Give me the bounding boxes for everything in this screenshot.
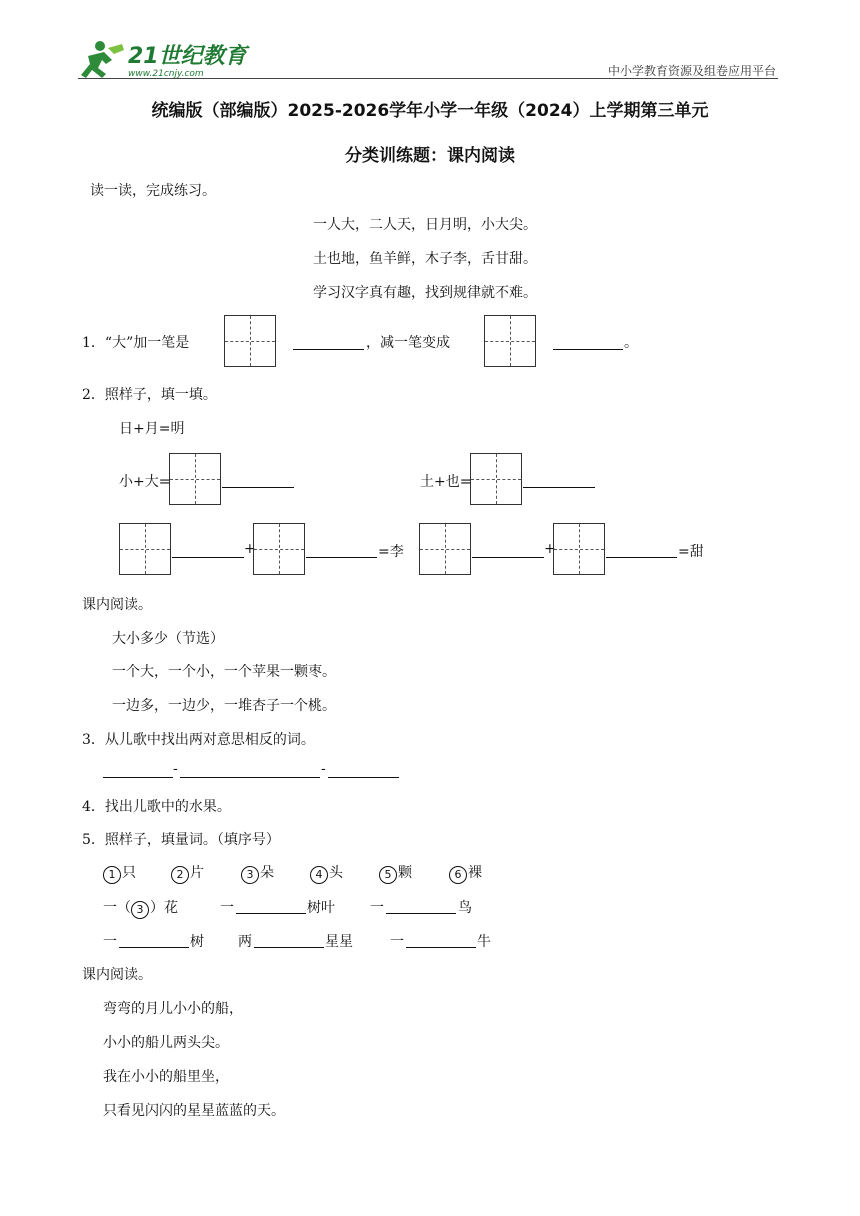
option-word: 朵 bbox=[260, 865, 274, 881]
section-label: 课内阅读。 bbox=[82, 597, 152, 613]
measure-word-yi: 一 bbox=[390, 934, 404, 950]
tianzige-box[interactable] bbox=[419, 523, 471, 575]
answer-blank[interactable] bbox=[406, 947, 476, 948]
logo-url: www.21cnjy.com bbox=[128, 69, 204, 79]
tianzige-box[interactable] bbox=[484, 315, 536, 367]
answer-blank[interactable] bbox=[254, 947, 324, 948]
answer-blank[interactable] bbox=[386, 913, 456, 914]
answer-blank[interactable] bbox=[606, 557, 677, 558]
plus-sign: + bbox=[244, 541, 256, 557]
answer-blank[interactable] bbox=[523, 487, 595, 488]
example-suffix: ）花 bbox=[150, 900, 178, 916]
option-number: 5 bbox=[379, 866, 397, 884]
page-subtitle: 分类训练题：课内阅读 bbox=[345, 146, 515, 166]
option-2 bbox=[171, 862, 204, 884]
option-number: 1 bbox=[103, 866, 121, 884]
dash: - bbox=[173, 761, 178, 777]
q2-prompt: 2．照样子，填一填。 bbox=[82, 387, 217, 403]
q1-text-b: ，减一笔变成 bbox=[366, 335, 450, 351]
answer-blank[interactable] bbox=[103, 777, 173, 778]
logo bbox=[78, 38, 253, 80]
tianzige-box[interactable] bbox=[470, 453, 522, 505]
noun-niu: 牛 bbox=[477, 934, 491, 950]
option-1 bbox=[103, 862, 136, 884]
runner-icon bbox=[81, 41, 124, 78]
tianzige-box[interactable] bbox=[224, 315, 276, 367]
logo-text: 21世纪教育 bbox=[128, 44, 247, 69]
poem3-line: 我在小小的船里坐， bbox=[103, 1069, 229, 1085]
option-word: 裸 bbox=[468, 865, 482, 881]
answer-blank[interactable] bbox=[293, 349, 364, 350]
option-number: 4 bbox=[310, 866, 328, 884]
tianzige-box[interactable] bbox=[119, 523, 171, 575]
poem3-line: 只看见闪闪的星星蓝蓝的天。 bbox=[103, 1103, 285, 1119]
measure-word-yi: 一 bbox=[370, 900, 384, 916]
q5-example bbox=[103, 897, 178, 919]
option-6 bbox=[449, 862, 482, 884]
answer-blank[interactable] bbox=[328, 777, 399, 778]
section-label: 课内阅读。 bbox=[82, 967, 152, 983]
platform-name: 中小学教育资源及组卷应用平台 bbox=[607, 64, 776, 78]
intro-text: 读一读，完成练习。 bbox=[90, 183, 216, 199]
q1-text-c: 。 bbox=[624, 335, 638, 351]
noun-xingxing: 星星 bbox=[325, 934, 353, 950]
q3-prompt: 3．从儿歌中找出两对意思相反的词。 bbox=[82, 732, 315, 748]
noun-niao: 鸟 bbox=[458, 900, 472, 916]
measure-word-yi: 一 bbox=[220, 900, 234, 916]
option-3 bbox=[241, 862, 274, 884]
poem3-line: 小小的船儿两头尖。 bbox=[103, 1035, 229, 1051]
option-number: 2 bbox=[171, 866, 189, 884]
q2-row1-left: 小+大= bbox=[119, 474, 171, 490]
noun-shu: 树 bbox=[190, 934, 204, 950]
measure-word-liang: 两 bbox=[238, 934, 252, 950]
tianzige-box[interactable] bbox=[253, 523, 305, 575]
dash: - bbox=[321, 761, 326, 777]
option-5 bbox=[379, 862, 412, 884]
q1-text-a: 1．“大”加一笔是 bbox=[82, 335, 190, 351]
answer-blank[interactable] bbox=[180, 777, 320, 778]
header-divider bbox=[78, 78, 778, 79]
option-4 bbox=[310, 862, 343, 884]
equals-li: =李 bbox=[378, 544, 404, 560]
option-number: 6 bbox=[449, 866, 467, 884]
answer-blank[interactable] bbox=[222, 487, 294, 488]
poem1-line: 土也地，鱼羊鲜，木子李，舌甘甜。 bbox=[313, 251, 537, 267]
option-word: 只 bbox=[122, 865, 136, 881]
equals-tian: =甜 bbox=[678, 544, 704, 560]
q4-prompt: 4．找出儿歌中的水果。 bbox=[82, 799, 231, 815]
example-prefix: 一（ bbox=[103, 900, 131, 916]
tianzige-box[interactable] bbox=[553, 523, 605, 575]
poem2-line: 一边多，一边少，一堆杏子一个桃。 bbox=[112, 698, 336, 714]
option-word: 颗 bbox=[398, 865, 412, 881]
q2-example: 日+月=明 bbox=[119, 421, 185, 437]
noun-shuye: 树叶 bbox=[307, 900, 335, 916]
q5-prompt: 5．照样子，填量词。（填序号） bbox=[82, 832, 280, 848]
poem1-line: 学习汉字真有趣，找到规律就不难。 bbox=[313, 285, 537, 301]
poem3-line: 弯弯的月儿小小的船， bbox=[103, 1001, 243, 1017]
measure-word-yi: 一 bbox=[103, 934, 117, 950]
answer-blank[interactable] bbox=[553, 349, 623, 350]
answer-blank[interactable] bbox=[119, 947, 189, 948]
poem2-line: 一个大，一个小，一个苹果一颗枣。 bbox=[112, 664, 336, 680]
q2-row1-right: 土+也= bbox=[420, 474, 472, 490]
answer-blank[interactable] bbox=[472, 557, 544, 558]
option-number: 3 bbox=[241, 866, 259, 884]
poem1-line: 一人大，二人天，日月明，小大尖。 bbox=[313, 217, 537, 233]
answer-blank[interactable] bbox=[306, 557, 377, 558]
page-title: 统编版（部编版）2025-2026学年小学一年级（2024）上学期第三单元 bbox=[151, 101, 709, 121]
option-word: 头 bbox=[329, 865, 343, 881]
example-number: 3 bbox=[131, 901, 149, 919]
tianzige-box[interactable] bbox=[169, 453, 221, 505]
poem2-title: 大小多少（节选） bbox=[112, 631, 224, 647]
answer-blank[interactable] bbox=[236, 913, 306, 914]
plus-sign: + bbox=[544, 541, 556, 557]
answer-blank[interactable] bbox=[172, 557, 244, 558]
option-word: 片 bbox=[190, 865, 204, 881]
